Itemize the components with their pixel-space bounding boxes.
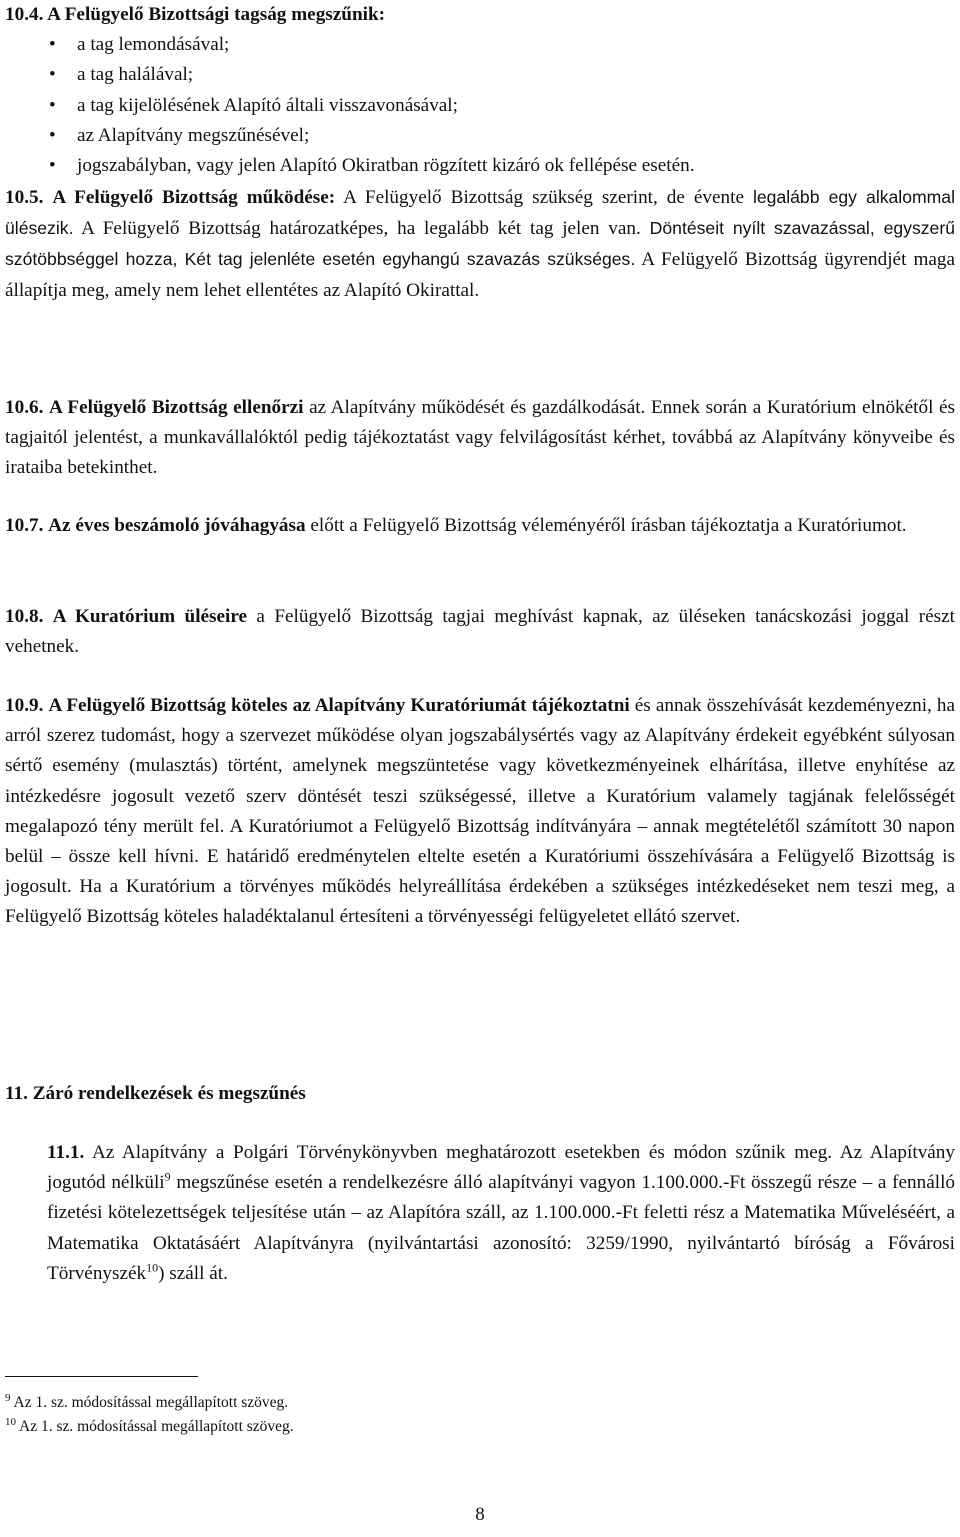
termination-list [5, 30, 955, 181]
footnote-ref-9[interactable]: 9 [164, 1169, 171, 1184]
section-10-6-text: 10.6. A Felügyelő Bizottság ellenőrzi az Alapítvány működését és gazdálkodását. Ennek során a Kuratórium elnökétől és tagjaitól jelentést, a munkavállalóktól pedig tájékoztatást vagy felvilágosítást kérhet, továbbá az Alapítvány könyveibe és irataiba betekinthet. [5, 397, 955, 479]
section-10-5 [5, 182, 955, 306]
bullet-icon: • [49, 64, 56, 86]
bullet-icon: • [49, 155, 56, 177]
footnote-9: $^9$ Az 1. sz. módosítással megállapított szöveg. [5, 1391, 289, 1411]
list-item: • a tag halálával; [5, 60, 955, 90]
footnote-ref-10[interactable]: 10 [146, 1260, 159, 1275]
section-11 [5, 1079, 955, 1109]
bullet-icon: • [49, 124, 56, 146]
list-item: • a tag lemondásával; [5, 30, 955, 60]
section-10-4 [5, 0, 955, 181]
section-10-9-text: 10.9. A Felügyelő Bizottság köteles az Alapítvány Kuratóriumát tájékoztatni és annak összehívását kezdeményezni, ha arról szerez tudomást, hogy a szervezet működése olyan jogszabálysértés vagy az Alapítvány érdekeit egyébként súlyosan sértő esemény (mulasztás) történt, amelynek megszüntetése vagy következményeinek elhárítása, illetve enyhítése az intézkedésre jogosult vezető szerv döntését teszi szükségessé, illetve a Kuratórium valamely tagjának felelősségét megalapozó tény merült fel. A Kuratóriumot a Felügyelő Bizottság indítványára – annak megtételétől számított 30 napon belül – össze kell hívni. E határidő eredménytelen eltelte esetén a Kuratóriumi összehívására a Felügyelő Bizottság is jogosult. Ha a Kuratórium a törvényes működés helyreállítása érdekében a szükséges intézkedéseket nem teszi meg, a Felügyelő Bizottság köteles haladéktalanul értesíteni a törvényességi felügyeletet ellátó szervet. [5, 695, 956, 928]
list-item: • az Alapítvány megszűnésével; [5, 121, 955, 151]
section-10-7 [5, 511, 955, 541]
section-11-1-text: 11.1. Az Alapítvány a Polgári Törvénykönyvben meghatározott esetekben és módon szűnik meg. Az Alapítvány jogutód nélküli$^9$ megszűnése esetén a rendelkezésre álló alapítványi vagyon 1.100.000.-Ft összegű része – a fennálló fizetési kötelezettségek teljesítése után – az Alapítóra száll, az 1.100.000.-Ft feletti rész a Matematika Műveléséért, a Matematika Oktatásáért Alapítványra (nyilvántartási azonosító: 3259/1990, nyilvántartó bíróság a Fővárosi Törvényszék$^{10}$) száll át. [47, 1142, 956, 1284]
bullet-icon: • [49, 94, 56, 116]
section-11-heading: 11. Záró rendelkezések és megszűnés [5, 1083, 306, 1104]
section-10-8-text: 10.8. A Kuratórium üléseire a Felügyelő Bizottság tagjai meghívást kapnak, az üléseken tanácskozási joggal részt vehetnek. [5, 606, 955, 658]
page-number: 8 [475, 1504, 485, 1525]
bullet-icon: • [49, 34, 56, 56]
section-10-9 [5, 691, 955, 933]
section-title: A Felügyelő Bizottság működése: [52, 187, 336, 208]
section-11-1 [47, 1138, 955, 1289]
section-10-4-heading: 10.4. A Felügyelő Bizottsági tagság megszűnik: [5, 4, 386, 25]
section-10-8 [5, 602, 955, 662]
section-10-5-text: 10.5. A Felügyelő Bizottság működése: A Felügyelő Bizottság szükség szerint, de évente legalább egy alkalommal ülésezik. A Felügyelő Bizottság határozatképes, ha legalább két tag jelen van. Döntéseit nyílt szavazással, egyszerű szótöbbséggel hozza, Két tag jelenléte esetén egyhangú szavazás szükséges. A Felügyelő Bizottság ügyrendjét maga állapítja meg, amely nem lehet ellentétes az Alapító Okirattal. [5, 187, 956, 301]
list-item: • a tag kijelölésének Alapító általi visszavonásával; [5, 91, 955, 121]
section-10-6 [5, 393, 955, 484]
section-number: 10.5. [5, 187, 44, 208]
footnote-divider [5, 1376, 198, 1377]
footnote-10: $^{10}$ Az 1. sz. módosítással megállapított szöveg. [5, 1415, 294, 1435]
section-10-7-text: 10.7. Az éves beszámoló jóváhagyása előtt a Felügyelő Bizottság véleményéről írásban tájékoztatja a Kuratóriumot. [5, 515, 907, 536]
list-item: • jogszabályban, vagy jelen Alapító Okiratban rögzített kizáró ok fellépése esetén. [5, 151, 955, 181]
